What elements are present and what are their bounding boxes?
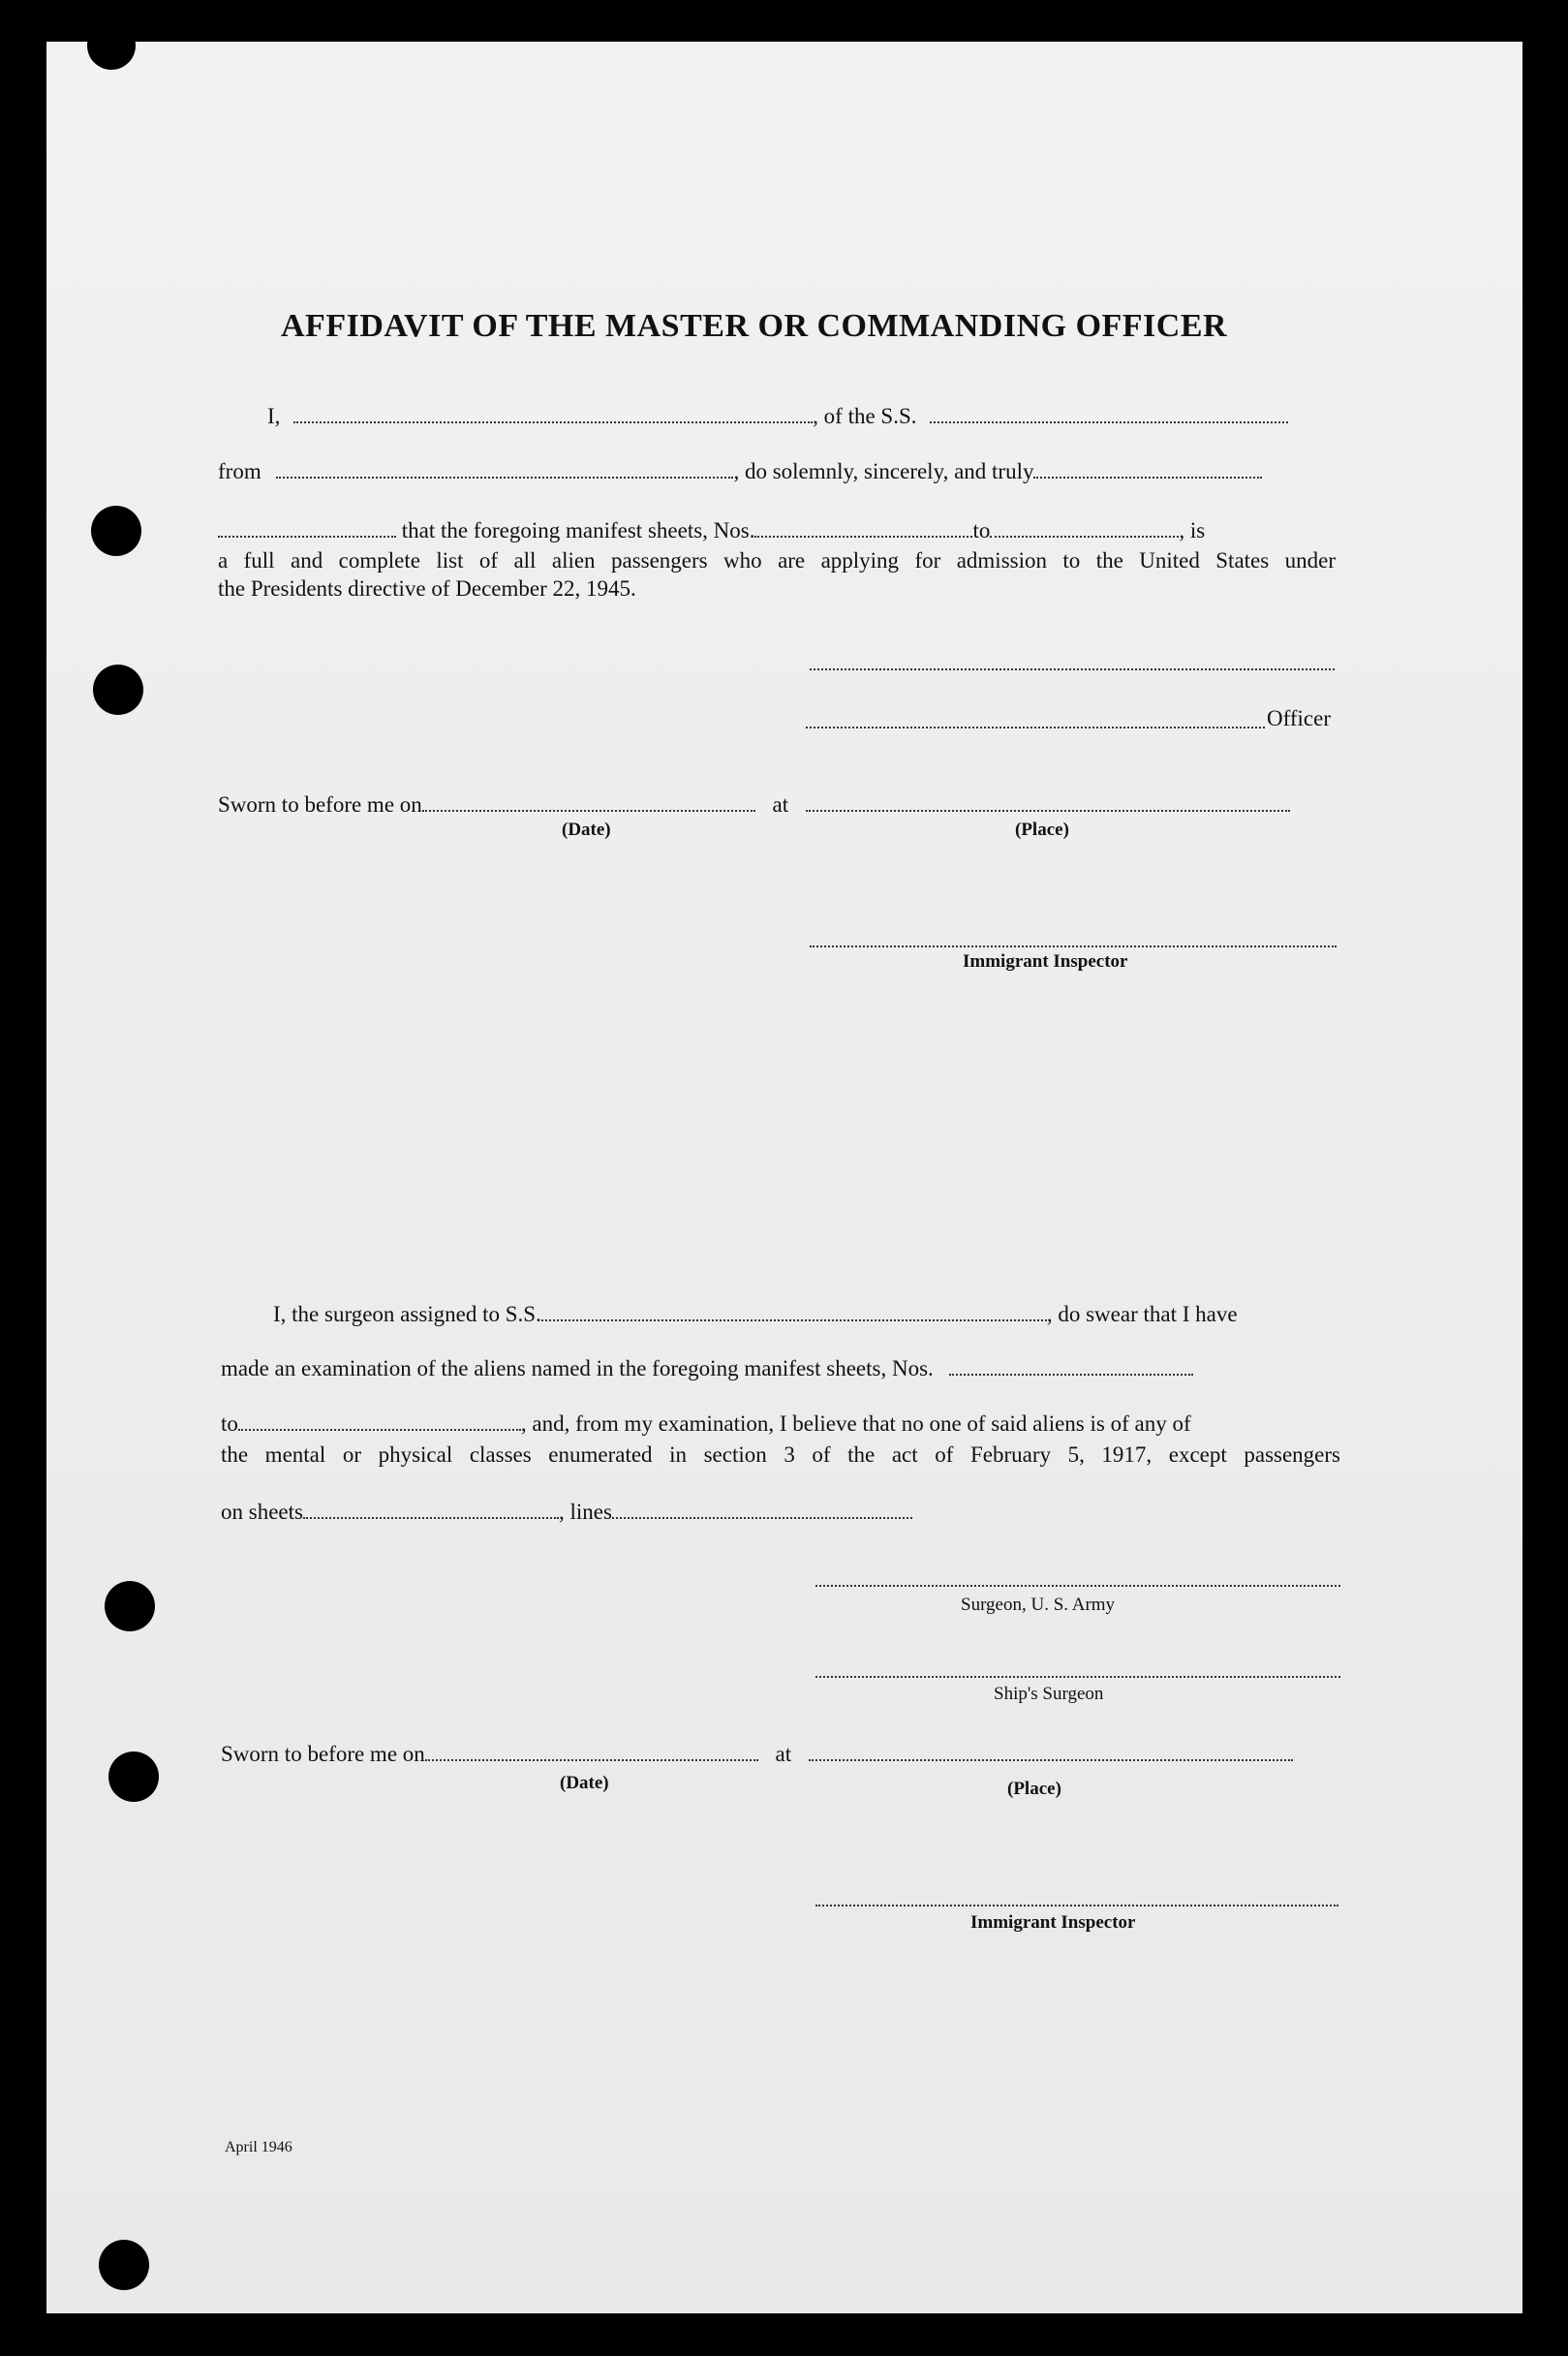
- text: at: [772, 792, 789, 817]
- text: , do solemnly, sincerely, and truly: [733, 459, 1034, 483]
- text: , of the S.S.: [813, 404, 917, 428]
- sheet-from-field[interactable]: [754, 516, 972, 538]
- text: Sworn to before me on: [221, 1742, 425, 1766]
- master-sworn-line: [218, 790, 1290, 819]
- text: at: [775, 1742, 792, 1766]
- surgeon-sheet-to-field[interactable]: [238, 1410, 521, 1431]
- surgeon-sheet-from-field[interactable]: [949, 1354, 1193, 1376]
- master-line-1: [267, 402, 1288, 430]
- master-sworn-place-field[interactable]: [806, 790, 1290, 812]
- text: I, the surgeon assigned to S.S.: [273, 1302, 541, 1326]
- officer-label: Officer: [1267, 706, 1331, 730]
- ship-surgeon-caption: Ship's Surgeon: [994, 1684, 1104, 1704]
- surgeon-inspector-signature-line[interactable]: [815, 1905, 1338, 1906]
- place-caption: (Place): [1007, 1779, 1061, 1799]
- master-line-3: [218, 516, 1205, 544]
- text: I,: [267, 404, 281, 428]
- master-name-field[interactable]: [293, 402, 813, 423]
- text: from: [218, 459, 261, 483]
- punch-hole: [91, 506, 141, 556]
- punch-hole: [87, 21, 136, 70]
- surgeon-ship-field[interactable]: [541, 1300, 1047, 1321]
- form-page: [46, 42, 1522, 2313]
- army-surgeon-signature-line[interactable]: [815, 1585, 1340, 1587]
- master-line-5: the Presidents directive of December 22, 1945.: [218, 576, 636, 601]
- form-date-footer: April 1946: [225, 2139, 292, 2155]
- from-port-field[interactable]: [276, 457, 733, 479]
- surgeon-line-5: [221, 1498, 912, 1526]
- punch-hole: [105, 1581, 155, 1631]
- text: made an examination of the aliens named in the foregoing manifest sheets, Nos.: [221, 1356, 934, 1380]
- punch-hole: [99, 2240, 149, 2290]
- surgeon-sworn-date-field[interactable]: [425, 1740, 758, 1761]
- army-surgeon-caption: Surgeon, U. S. Army: [961, 1595, 1116, 1615]
- punch-hole: [93, 665, 143, 715]
- surgeon-sworn-line: [221, 1740, 1293, 1768]
- text: Sworn to before me on: [218, 792, 422, 817]
- text: , lines: [558, 1500, 612, 1524]
- surgeon-line-2: [221, 1354, 1193, 1382]
- except-sheets-field[interactable]: [303, 1498, 559, 1519]
- inspector-caption: Immigrant Inspector: [963, 951, 1128, 972]
- text: to: [221, 1411, 238, 1436]
- surgeon-line-3: [221, 1410, 1191, 1438]
- master-sworn-date-field[interactable]: [422, 790, 755, 812]
- text: on sheets: [221, 1500, 303, 1524]
- master-line-2: [218, 457, 1262, 485]
- surgeon-line-1: [273, 1300, 1238, 1328]
- form-title: AFFIDAVIT OF THE MASTER OR COMMANDING OFFICER: [281, 308, 1228, 344]
- date-caption: (Date): [560, 1773, 609, 1793]
- inspector-caption: Immigrant Inspector: [970, 1912, 1136, 1933]
- sheet-to-field[interactable]: [990, 516, 1179, 538]
- text: , and, from my examination, I believe that no one of said aliens is of any of: [520, 1411, 1191, 1436]
- punch-hole: [108, 1752, 159, 1802]
- text: , do swear that I have: [1046, 1302, 1238, 1326]
- text: to: [972, 518, 991, 542]
- oath-field[interactable]: [1033, 457, 1262, 479]
- except-lines-field[interactable]: [612, 1498, 912, 1519]
- master-line-4: a full and complete list of all alien passengers who are applying for admission to the United States under: [218, 548, 1336, 573]
- date-caption: (Date): [562, 820, 611, 840]
- officer-signature-line[interactable]: [806, 727, 1265, 728]
- ship-name-field[interactable]: [930, 402, 1288, 423]
- surgeon-line-4: the mental or physical classes enumerated in section 3 of the act of February 5, 1917, except passengers: [221, 1442, 1340, 1467]
- place-caption: (Place): [1015, 820, 1069, 840]
- swear-field[interactable]: [218, 516, 396, 538]
- master-inspector-signature-line[interactable]: [810, 946, 1337, 947]
- master-signature-line[interactable]: [810, 668, 1335, 670]
- text: , is: [1179, 518, 1206, 542]
- surgeon-sworn-place-field[interactable]: [809, 1740, 1293, 1761]
- text: that the foregoing manifest sheets, Nos.: [401, 518, 755, 542]
- ship-surgeon-signature-line[interactable]: [815, 1676, 1340, 1678]
